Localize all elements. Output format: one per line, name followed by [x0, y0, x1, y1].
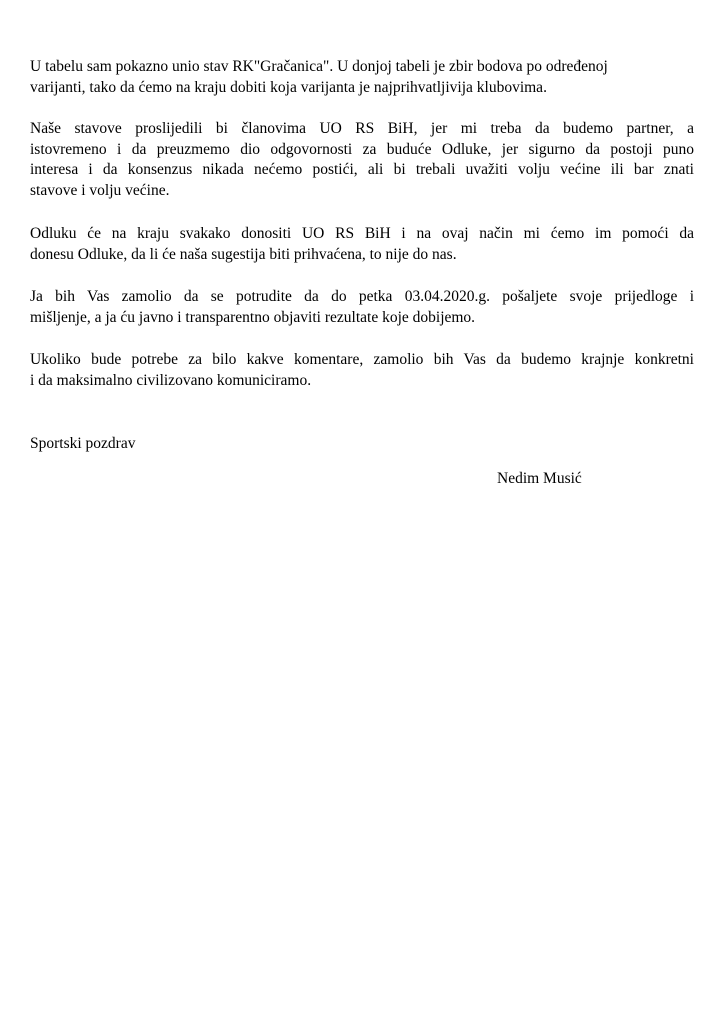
text-line: U tabelu sam pokazno unio stav RK"Gračanica". U donjoj tabeli je zbir bodova po određenoj	[30, 58, 608, 75]
paragraph-comments	[30, 350, 694, 391]
signature-name: Nedim Musić	[497, 470, 582, 487]
text-line: varijanti, tako da ćemo na kraju dobiti koja varijanta je najprihvatljivija klubovima.	[30, 78, 547, 96]
closing-greeting: Sportski pozdrav	[30, 435, 136, 452]
text-line: Naše stavove proslijedili bi članovima UO RS BiH, jer mi treba da budemo partner, a	[30, 120, 694, 137]
text-line: Ukoliko bude potrebe za bilo kakve komentare, zamolio bih Vas da budemo krajnje konkretni	[30, 351, 694, 368]
text-line: mišljenje, a ja ću javno i transparentno objaviti rezultate koje dobijemo.	[30, 308, 476, 326]
text-line: stavove i volju većine.	[30, 182, 170, 200]
paragraph-intro	[30, 57, 608, 98]
text-line: istovremeno i da preuzmemo dio odgovornosti za buduće Odluke, jer sigurno da postoji puno	[30, 140, 694, 158]
text-line: i da maksimalno civilizovano komuniciramo.	[30, 371, 312, 389]
paragraph-proposal	[30, 119, 694, 202]
paragraph-deadline	[30, 287, 694, 328]
text-line: donesu Odluke, da li će naša sugestija biti prihvaćena, to nije do nas.	[30, 245, 457, 263]
text-line: interesa i da konsenzus nikada nećemo postići, ali bi trebali uvažiti volju većine ili bar znati	[30, 161, 694, 179]
text-line: Odluku će na kraju svakako donositi UO RS BiH i na ovaj način mi ćemo im pomoći da	[30, 225, 694, 242]
paragraph-decision	[30, 224, 694, 265]
text-line: Ja bih Vas zamolio da se potrudite da do petka 03.04.2020.g. pošaljete svoje prijedloge i	[30, 288, 694, 305]
